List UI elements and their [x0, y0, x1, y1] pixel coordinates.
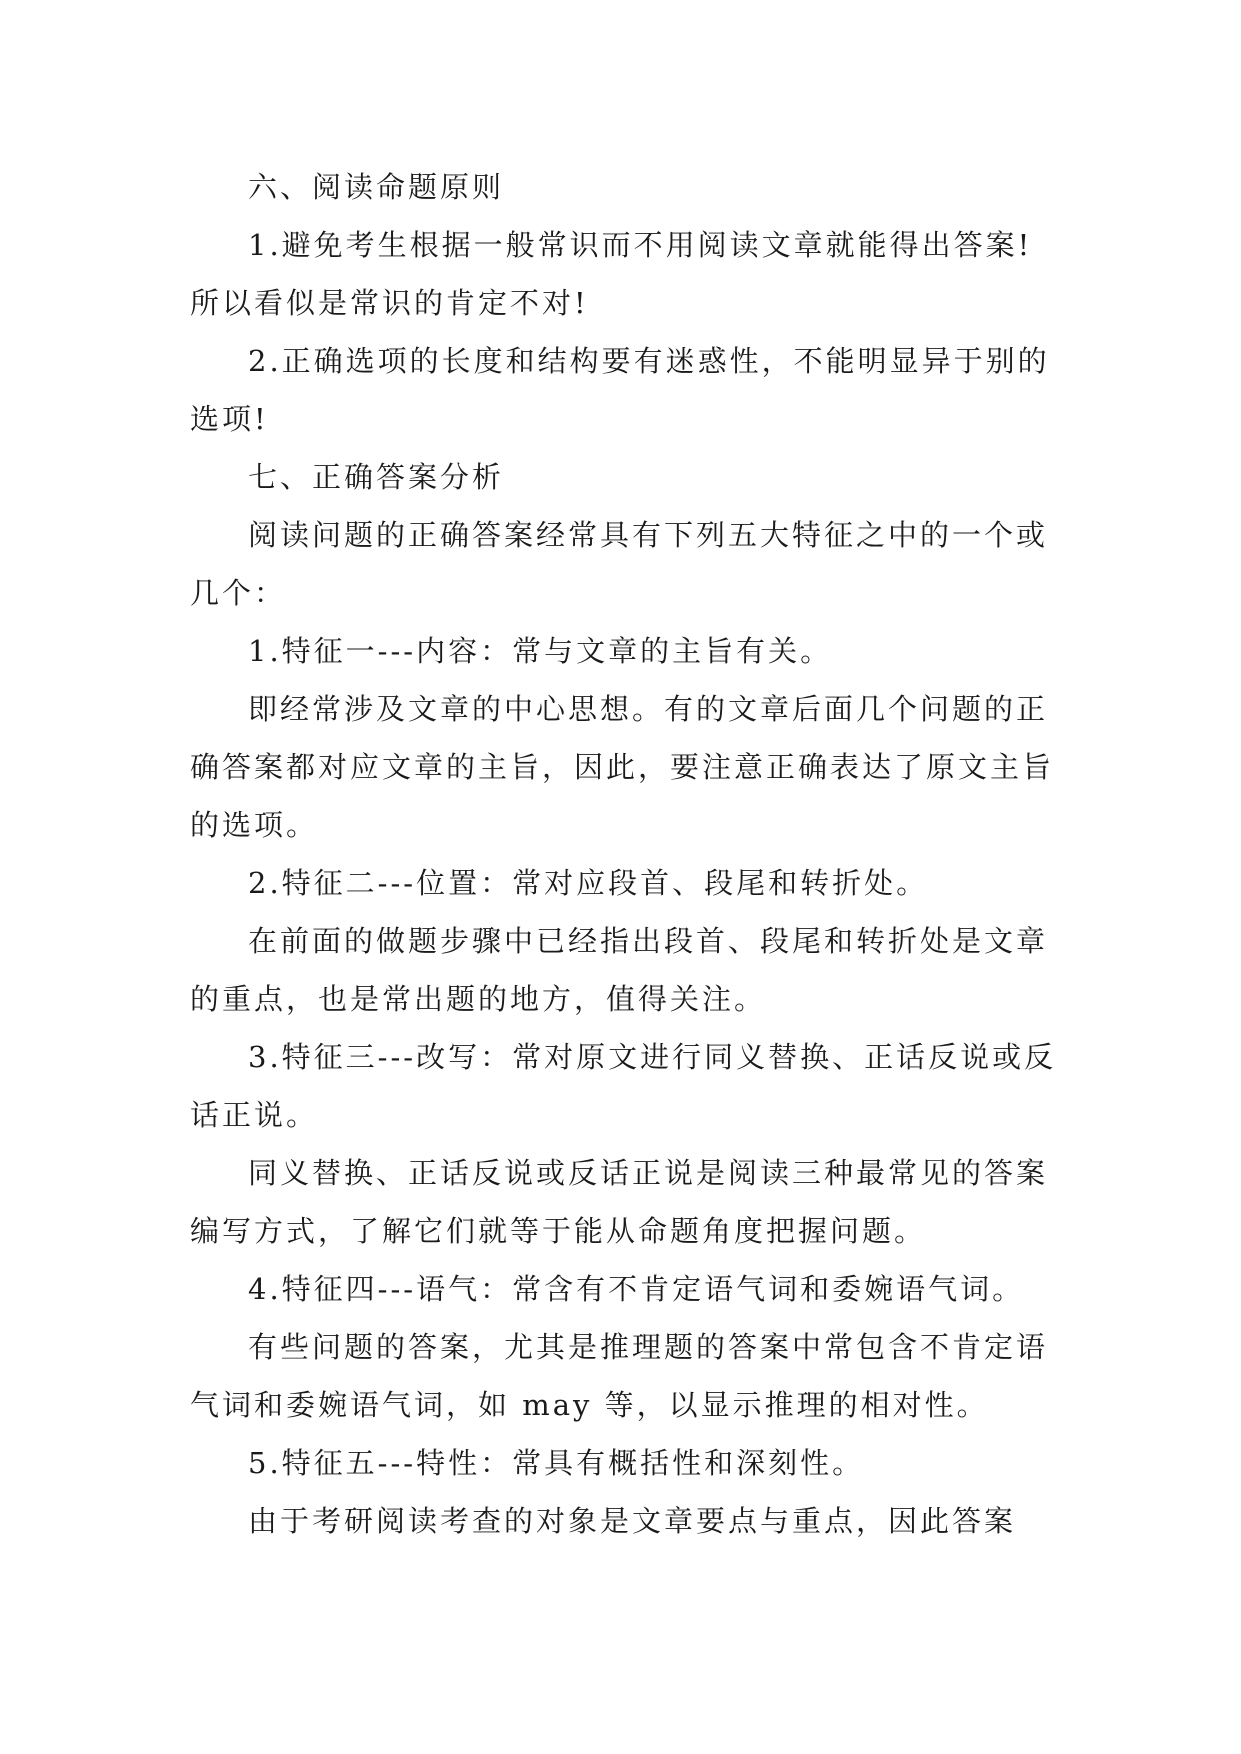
feature-five-body: 由于考研阅读考查的对象是文章要点与重点，因此答案	[248, 1504, 1017, 1538]
feature-five-title: 5.特征五---特性：常具有概括性和深刻性。	[248, 1446, 865, 1480]
feature-three-body: 同义替换、正话反说或反话正说是阅读三种最常见的答案编写方式，了解它们就等于能从命题角度把握问题。	[190, 1156, 1049, 1248]
section-heading-seven: 七、正确答案分析	[248, 460, 505, 494]
feature-one-body: 即经常涉及文章的中心思想。有的文章后面几个问题的正确答案都对应文章的主旨，因此，要注意正确表达了原文主旨的选项。	[190, 692, 1055, 842]
principle-two-paragraph: 2.正确选项的长度和结构要有迷惑性，不能明显异于别的选项!	[190, 344, 1050, 436]
feature-four-body: 有些问题的答案，尤其是推理题的答案中常包含不肯定语气词和委婉语气词，如 may 等，以显示推理的相对性。	[190, 1330, 1049, 1422]
feature-one-title: 1.特征一---内容：常与文章的主旨有关。	[248, 634, 833, 668]
principle-one-paragraph: 1.避免考生根据一般常识而不用阅读文章就能得出答案!所以看似是常识的肯定不对!	[190, 228, 1033, 320]
feature-two-body: 在前面的做题步骤中已经指出段首、段尾和转折处是文章的重点，也是常出题的地方，值得关注。	[190, 924, 1049, 1016]
feature-two-title: 2.特征二---位置：常对应段首、段尾和转折处。	[248, 866, 929, 900]
section-heading-six: 六、阅读命题原则	[248, 170, 505, 204]
feature-four-title: 4.特征四---语气：常含有不肯定语气词和委婉语气词。	[248, 1272, 1025, 1306]
intro-paragraph: 阅读问题的正确答案经常具有下列五大特征之中的一个或几个：	[190, 518, 1049, 610]
document-body	[190, 158, 1060, 1550]
feature-three-title: 3.特征三---改写：常对原文进行同义替换、正话反说或反话正说。	[190, 1040, 1057, 1132]
